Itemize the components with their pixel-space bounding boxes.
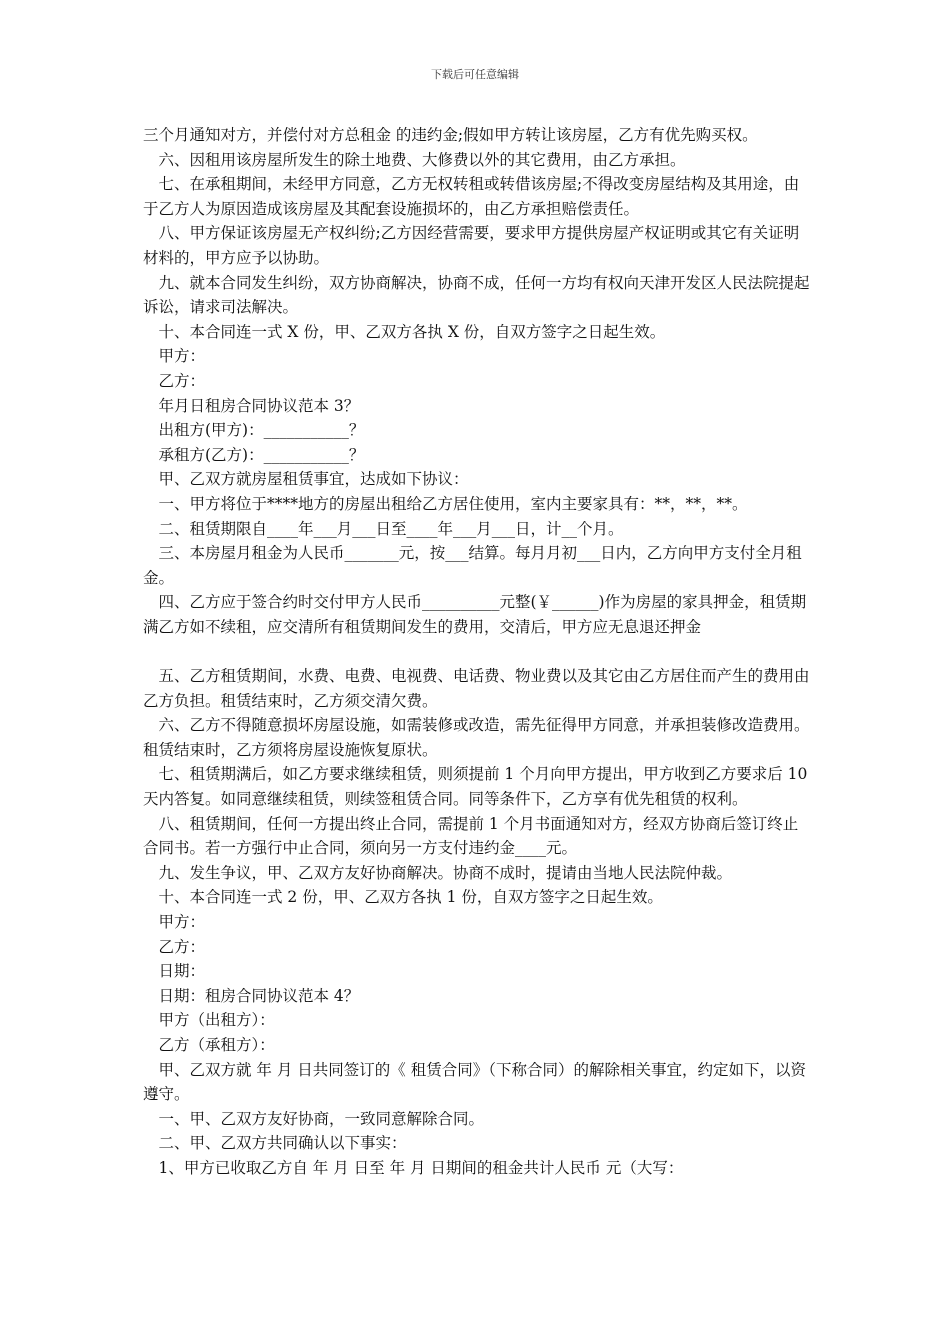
paragraph: 三个月通知对方，并偿付对方总租金 的违约金;假如甲方转让该房屋，乙方有优先购买权。 xyxy=(143,126,758,144)
paragraph: 乙方： xyxy=(143,371,206,390)
paragraph: 六、因租用该房屋所发生的除土地费、大修费以外的其它费用，由乙方承担。 xyxy=(143,150,686,169)
paragraph: 三、本房屋月租金为人民币_______元，按___结算。每月月初___日内，乙方向甲方支付全月租金。 xyxy=(143,544,802,587)
paragraph: 乙方： xyxy=(143,937,206,956)
paragraph: 九、就本合同发生纠纷，双方协商解决，协商不成，任何一方均有权向天津开发区人民法院提起诉讼，请求司法解决。 xyxy=(143,273,810,317)
paragraph: 甲方： xyxy=(143,913,206,931)
paragraph: 八、租赁期间，任何一方提出终止合同，需提前 1 个月书面通知对方，经双方协商后签订终止合同书。若一方强行中止合同，须向另一方支付违约金____元。 xyxy=(143,814,799,858)
document-body xyxy=(143,123,811,1181)
paragraph: 七、租赁期满后，如乙方要求继续租赁，则须提前 1 个月向甲方提出，甲方收到乙方要求后 10 天内答复。如同意继续租赁，则续签租赁合同。同等条件下，乙方享有优先租赁的权利。 xyxy=(143,765,808,809)
paragraph: 一、甲方将位于****地方的房屋出租给乙方居住使用，室内主要家具有：**，**，**。 xyxy=(143,494,748,513)
paragraph: 五、乙方租赁期间，水费、电费、电视费、电话费、物业费以及其它由乙方居住而产生的费用由乙方负担。租赁结束时，乙方须交清欠费。 xyxy=(143,667,810,710)
paragraph: 乙方（承租方）： xyxy=(143,1035,275,1054)
page-header: 下载后可任意编辑 xyxy=(431,68,519,81)
paragraph: 十、本合同连一式 X 份，甲、乙双方各执 X 份，自双方签字之日起生效。 xyxy=(143,322,666,341)
paragraph: 年月日租房合同协议范本 3？ xyxy=(143,396,360,415)
paragraph: 六、乙方不得随意损坏房屋设施，如需装修或改造，需先征得甲方同意，并承担装修改造费用。租赁结束时，乙方须将房屋设施恢复原状。 xyxy=(143,716,810,759)
paragraph: 八、甲方保证该房屋无产权纠纷;乙方因经营需要，要求甲方提供房屋产权证明或其它有关证明材料的，甲方应予以协助。 xyxy=(143,224,800,267)
paragraph: 四、乙方应于签合约时交付甲方人民币__________元整(￥______)作为房屋的家具押金，租赁期满乙方如不续租，应交清所有租赁期间发生的费用，交清后，甲方应无息退还押金 xyxy=(143,593,807,636)
blank-line xyxy=(143,639,811,664)
paragraph: 九、发生争议，甲、乙双方友好协商解决。协商不成时，提请由当地人民法院仲裁。 xyxy=(143,863,733,882)
paragraph: 二、甲、乙双方共同确认以下事实： xyxy=(143,1134,407,1153)
paragraph: 甲方（出租方）： xyxy=(143,1011,275,1030)
paragraph: 日期： xyxy=(143,962,206,981)
paragraph: 承租方(乙方)：___________？ xyxy=(143,445,365,464)
paragraph: 甲、乙双方就房屋租赁事宜，达成如下协议： xyxy=(143,470,469,489)
paragraph: 1、甲方已收取乙方自 年 月 日至 年 月 日期间的租金共计人民币 元（大写： xyxy=(143,1158,684,1177)
paragraph: 十、本合同连一式 2 份，甲、乙双方各执 1 份，自双方签字之日起生效。 xyxy=(143,888,663,907)
paragraph: 七、在承租期间，未经甲方同意，乙方无权转租或转借该房屋;不得改变房屋结构及其用途，由于乙方人为原因造成该房屋及其配套设施损坏的，由乙方承担赔偿责任。 xyxy=(143,175,800,218)
paragraph: 一、甲、乙双方友好协商，一致同意解除合同。 xyxy=(143,1109,485,1128)
paragraph: 甲方： xyxy=(143,347,206,366)
paragraph: 出租方(甲方)：___________？ xyxy=(143,421,365,440)
paragraph: 日期：租房合同协议范本 4？ xyxy=(143,986,360,1005)
paragraph: 甲、乙双方就 年 月 日共同签订的《 租赁合同》（下称合同）的解除相关事宜，约定如下，以资遵守。 xyxy=(143,1060,806,1104)
paragraph: 二、租赁期限自____年___月___日至____年___月___日，计__个月。 xyxy=(143,519,624,538)
